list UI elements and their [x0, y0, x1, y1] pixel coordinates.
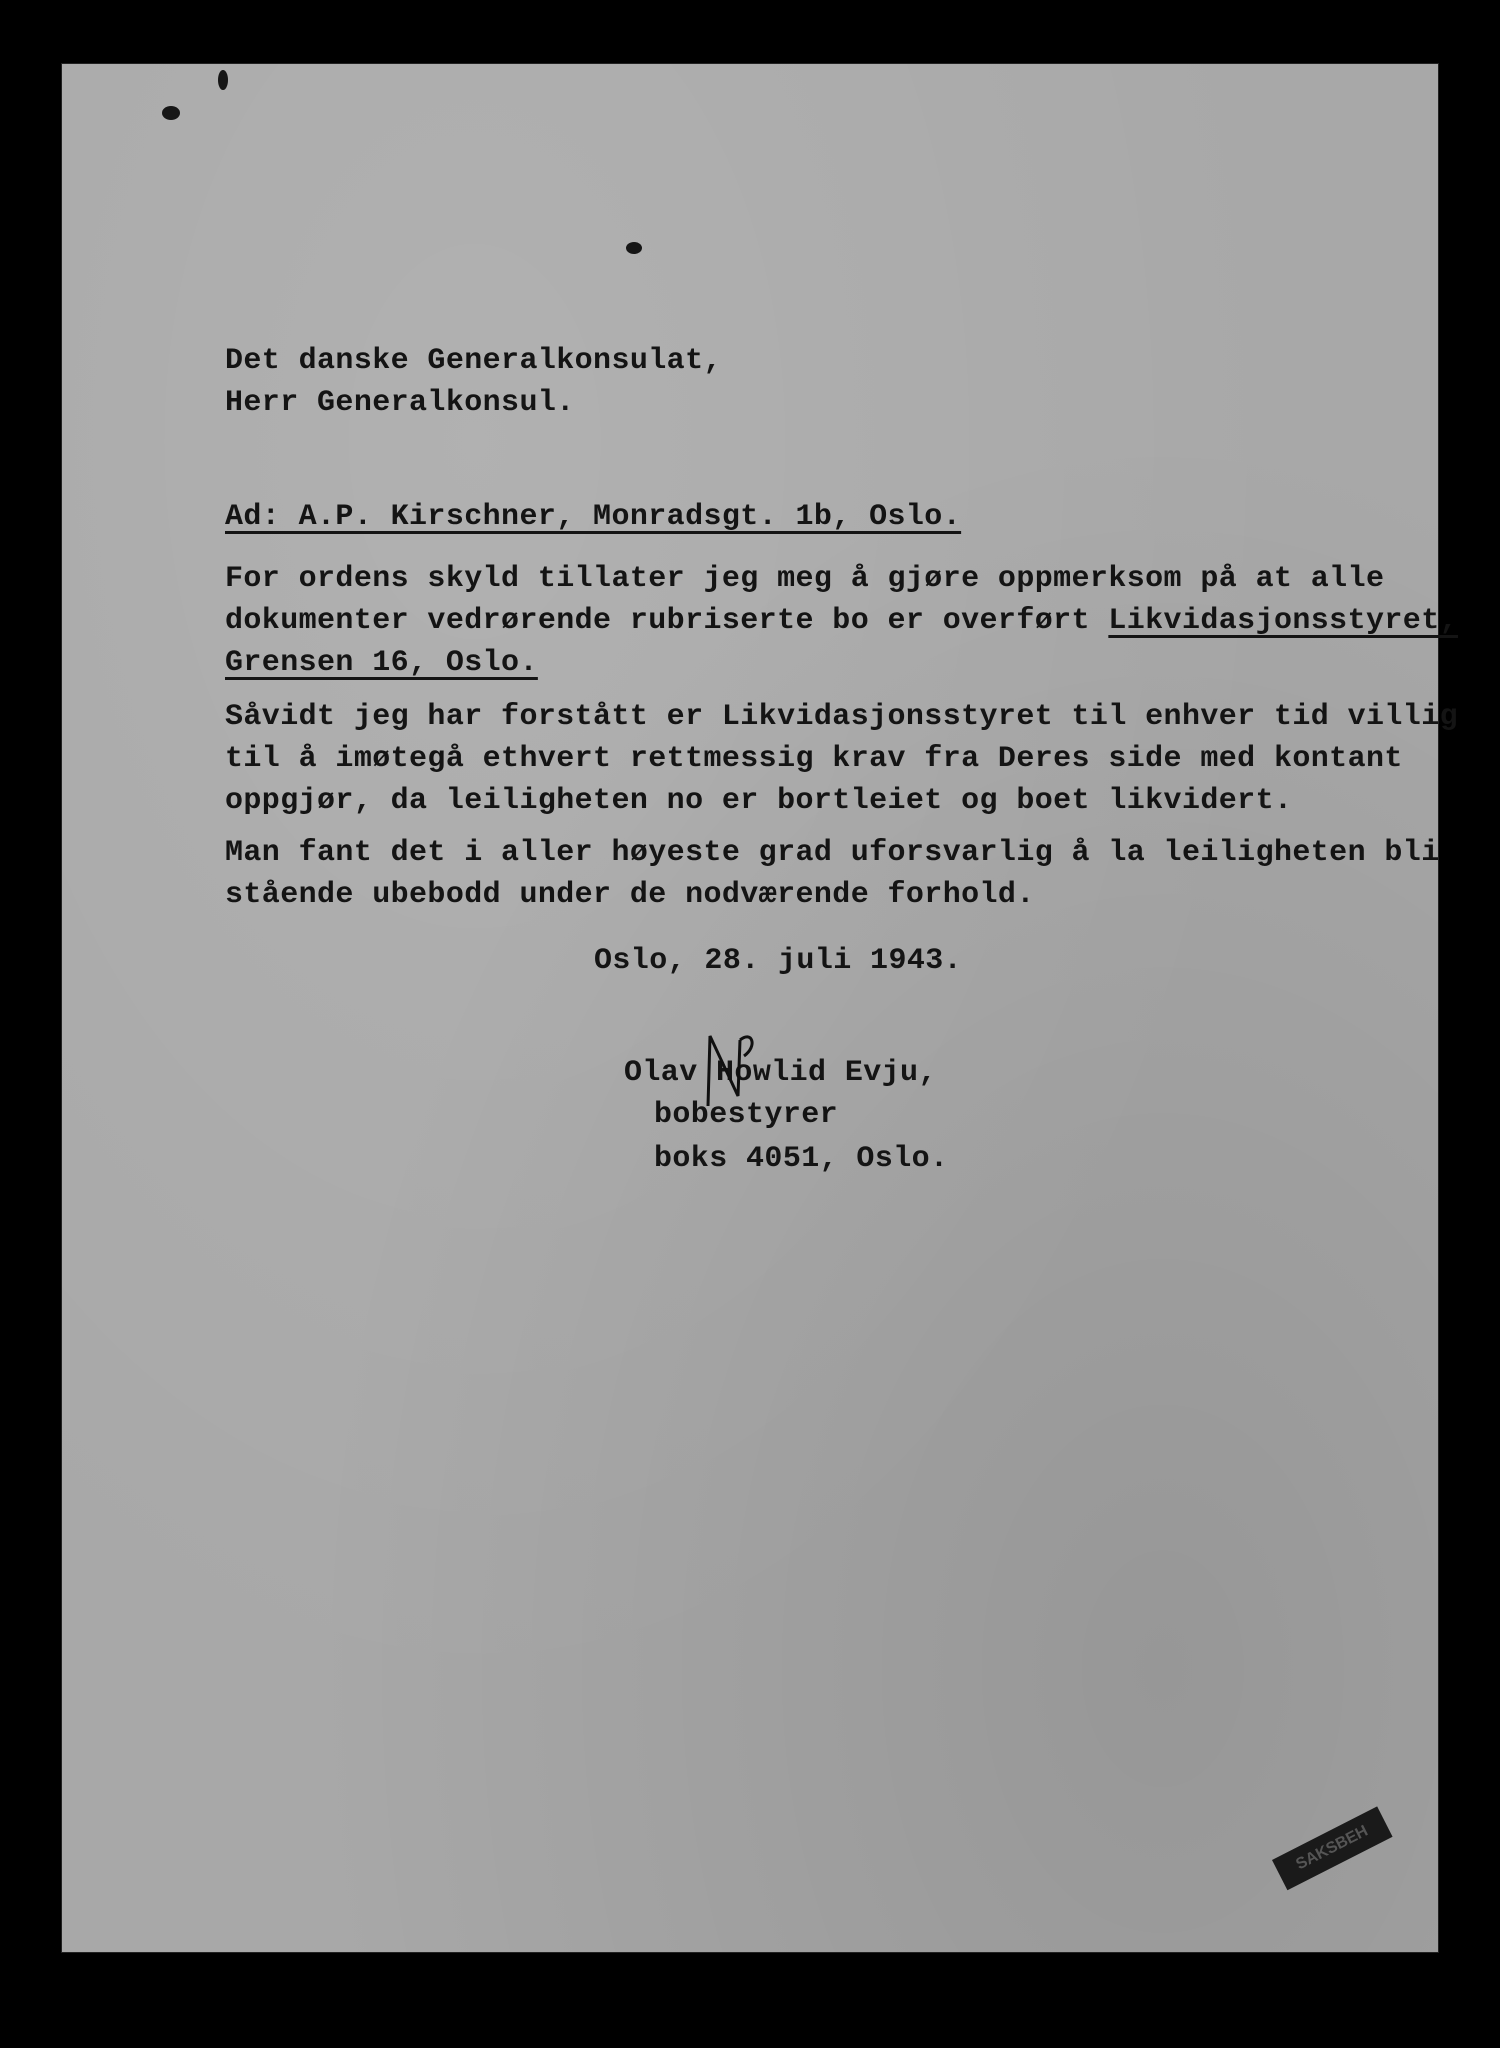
paragraph-3-line-1: Man fant det i aller høyeste grad uforsvarlig å la leiligheten bli: [225, 836, 1440, 870]
underlined-authority: Likvidasjonsstyret,: [1108, 604, 1458, 638]
paragraph-3-line-2: stående ubebodd under de nodværende forhold.: [225, 878, 1035, 912]
paragraph-2-line-3: oppgjør, da leiligheten no er bortleiet og boet likvidert.: [225, 784, 1293, 818]
ink-speck: [626, 242, 642, 254]
archive-stamp: SAKSBEH: [1272, 1806, 1393, 1890]
paragraph-2-line-1: Såvidt jeg har forstått er Likvidasjonsstyret til enhver tid villig: [225, 700, 1458, 734]
subject-line: Ad: A.P. Kirschner, Monradsgt. 1b, Oslo.: [225, 500, 962, 534]
paragraph-1-line-2: [225, 604, 1458, 638]
signer-address: boks 4051, Oslo.: [654, 1142, 949, 1176]
signer-title: bobestyrer: [654, 1098, 839, 1132]
recipient-line-2: Herr Generalkonsul.: [225, 386, 575, 420]
ink-speck: [218, 70, 228, 90]
paragraph-1-text: dokumenter vedrørende rubriserte bo er overført: [225, 604, 1109, 638]
paragraph-1-line-3: Grensen 16, Oslo.: [225, 646, 538, 680]
signer-name: Olav Howlid Evju,: [624, 1056, 937, 1090]
handwritten-signature-icon: [700, 1026, 770, 1116]
ink-speck: [162, 106, 180, 120]
paragraph-1-line-1: For ordens skyld tillater jeg meg å gjøre oppmerksom på at alle: [225, 562, 1385, 596]
recipient-line-1: Det danske Generalkonsulat,: [225, 344, 722, 378]
letter-page: [62, 64, 1458, 1952]
place-date: Oslo, 28. juli 1943.: [594, 944, 963, 978]
paragraph-2-line-2: til å imøtegå ethvert rettmessig krav fra Deres side med kontant: [225, 742, 1403, 776]
